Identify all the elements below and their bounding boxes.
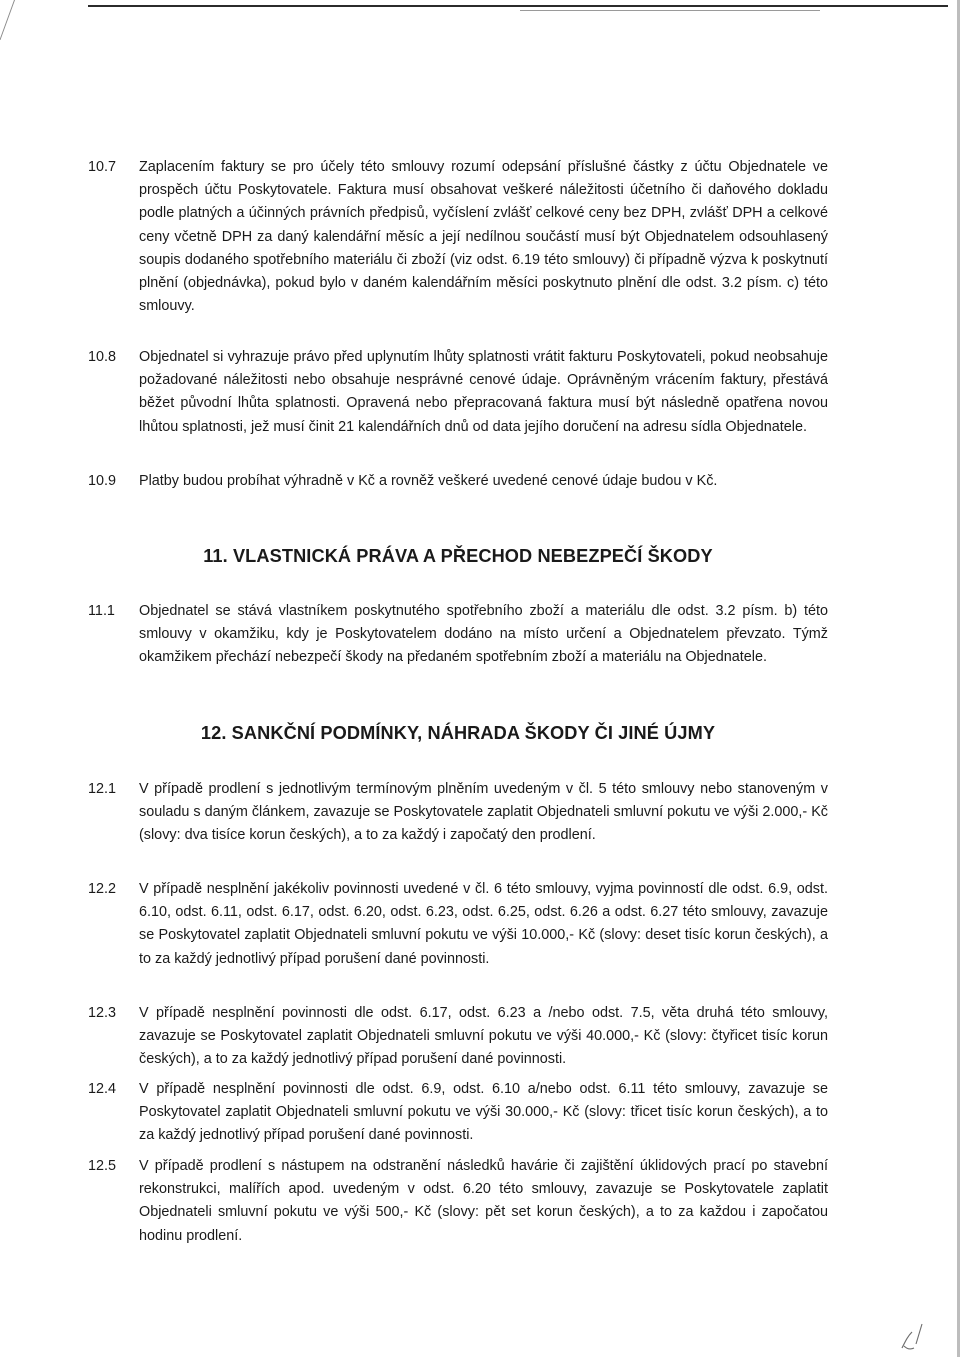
clause-number: 10.8 [88, 349, 117, 365]
section-heading-12: 12. SANKČNÍ PODMÍNKY, NÁHRADA ŠKODY ČI JINÉ ÚJMY [200, 723, 716, 743]
clause-text: V případě nesplnění povinnosti dle odst. 6.17, odst. 6.23 a /nebo odst. 7.5, věta druhá této smlouvy, zavazuje se Poskytovatel zaplatit Objednateli smluvní pokutu ve výši 40.000,- Kč (slovy: čtyřicet tisíc korun českých), a to za každý jednotlivý případ porušení dané povinnosti. [139, 1005, 828, 1068]
clause-text: V případě prodlení s nástupem na odstranění následků havárie či zajištění úklidových prací po stavební rekonstrukci, malířích apod. uvedeným v odst. 6.20 této smlouvy, zavazuje se Poskytovatele zaplatit Objednateli smluvní pokutu ve výši 500,- Kč (slovy: pět set korun českých), a to za každou i započatou hodinu prodlení. [139, 1158, 828, 1244]
clause-text: Platby budou probíhat výhradně v Kč a rovněž veškeré uvedené cenové údaje budou v Kč. [139, 473, 718, 489]
section-heading-11: 11. VLASTNICKÁ PRÁVA A PŘECHOD NEBEZPEČÍ ŠKODY [203, 546, 713, 566]
clause-text: V případě nesplnění jakékoliv povinnosti uvedené v čl. 6 této smlouvy, vyjma povinností dle odst. 6.9, odst. 6.10, odst. 6.11, odst. 6.17, odst. 6.20, odst. 6.23, odst. 6.25, odst. 6.26 a odst. 6.27 této smlouvy, zavazuje se Poskytovatel zaplatit Objednateli smluvní pokutu ve výši 10.000,- Kč (slovy: deset tisíc korun českých), a to za každý jednotlivý případ porušení dané povinnosti. [139, 881, 828, 967]
scan-top-border-line [88, 5, 948, 7]
clause-text: V případě nesplnění povinnosti dle odst. 6.9, odst. 6.10 a/nebo odst. 6.11 této smlouvy, zavazuje se Poskytovatel zaplatit Objednateli smluvní pokutu ve výši 30.000,- Kč (slovy: třicet tisíc korun českých), a to za každý jednotlivý případ porušení dané povinnosti. [139, 1081, 828, 1144]
clause-number: 10.9 [88, 473, 117, 489]
clause-number: 12.3 [88, 1005, 117, 1021]
scan-top-border-line-secondary [520, 10, 820, 11]
clause-number: 12.1 [88, 781, 117, 797]
clause-text: Objednatel si vyhrazuje právo před uplynutím lhůty splatnosti vrátit fakturu Poskytovateli, pokud neobsahuje požadované náležitosti nebo obsahuje nesprávné cenové údaje. Oprávněným vrácením faktury, přestává běžet původní lhůta splatnosti. Opravená nebo přepracovaná faktura musí být následně opatřena novou lhůtou splatnosti, jež musí činit 21 kalendářních dnů od data jejího doručení na adresu sídla Objednatele. [139, 349, 828, 435]
clause-number: 11.1 [88, 603, 115, 619]
scan-corner-fold [0, 0, 15, 40]
clause-text: V případě prodlení s jednotlivým termínovým plněním uvedeným v čl. 5 této smlouvy nebo stanoveným v souladu s daným článkem, zavazuje se Poskytovatele zaplatit Objednateli smluvní pokutu ve výši 2.000,- Kč (slovy: dva tisíce korun českých), a to za každý i započatý den prodlení. [139, 781, 828, 844]
clause-text: Zaplacením faktury se pro účely této smlouvy rozumí odepsání příslušné částky z účtu Objednatele ve prospěch účtu Poskytovatele. Faktura musí obsahovat veškeré náležitosti účetního či daňového dokladu podle platných a účinných právních předpisů, vyčíslení zvlášť celkové ceny bez DPH, zvlášť DPH a celkové ceny včetně DPH za daný kalendářní měsíc a její nedílnou součástí musí být Objednatelem odsouhlasený soupis dodaného spotřebního materiálu či zboží (viz odst. 6.19 této smlouvy) či případně výzva k poskytnutí plnění (objednávka), pokud bylo v daném kalendářním měsíci poskytnuto plnění dle odst. 3.2 písm. c) této smlouvy. [139, 159, 828, 315]
clause-number: 12.2 [88, 881, 117, 897]
clause-number: 12.5 [88, 1158, 117, 1174]
clause-text: Objednatel se stává vlastníkem poskytnutého spotřebního zboží a materiálu dle odst. 3.2 písm. b) této smlouvy v okamžiku, kdy je Poskytovatelem dodáno na místo určení a Objednatelem převzato. Týmž okamžikem přechází nebezpečí škody na předaném spotřebním zboží a materiálu na Objednatele. [139, 603, 828, 666]
clause-number: 10.7 [88, 159, 117, 175]
handwritten-initials-mark [898, 1318, 928, 1354]
clause-number: 12.4 [88, 1081, 117, 1097]
